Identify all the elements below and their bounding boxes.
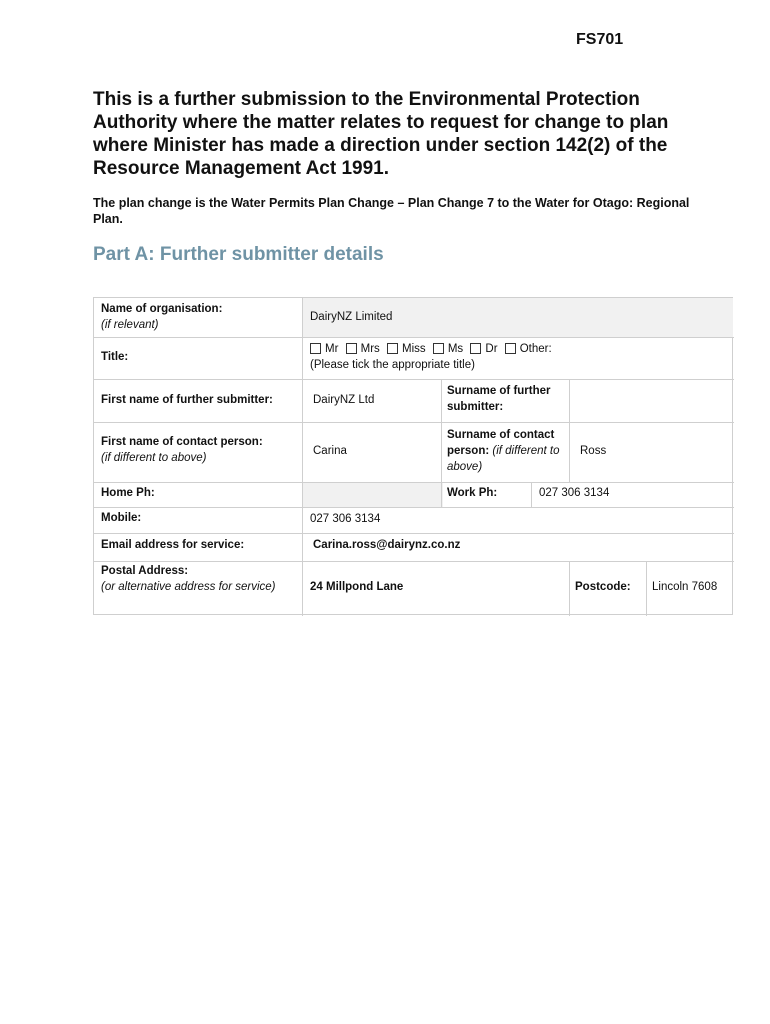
surname-label: Surname of further submitter: — [447, 385, 551, 413]
option-dr-label: Dr — [485, 343, 498, 355]
plan-change-description: The plan change is the Water Permits Plan Change – Plan Change 7 to the Water for Otago: Regional Plan. — [93, 196, 690, 226]
checkbox-ms[interactable] — [433, 343, 444, 354]
option-mrs-label: Mrs — [360, 343, 380, 355]
postal-label-cell — [101, 563, 297, 595]
checkbox-mrs[interactable] — [346, 343, 357, 354]
checkbox-mr[interactable] — [310, 343, 321, 354]
surname-field[interactable] — [576, 392, 726, 408]
home-ph-label: Home Ph: — [101, 487, 155, 499]
checkbox-miss[interactable] — [387, 343, 398, 354]
contact-first-hint: (if different to above) — [101, 452, 207, 464]
option-mr-label: Mr — [325, 343, 339, 355]
option-other-label: Other: — [519, 343, 552, 355]
work-ph-field[interactable]: 027 306 3134 — [539, 487, 610, 499]
org-label: Name of organisation: — [101, 303, 223, 315]
page-title: This is a further submission to the Environmental Protection Authority where the matter relates to request for change to plan where Minister has made a direction under section 142(2) of the Resource Management Act 1991. — [93, 89, 669, 179]
title-options — [310, 341, 730, 373]
mobile-field[interactable]: 027 306 3134 — [310, 513, 381, 525]
section-title: Part A: Further submitter details — [93, 244, 384, 265]
checkbox-dr[interactable] — [470, 343, 481, 354]
title-label: Title: — [101, 351, 129, 363]
postal-address-field[interactable]: 24 Millpond Lane — [310, 581, 404, 593]
postcode-field[interactable]: Lincoln 7608 — [652, 581, 718, 593]
postcode-label: Postcode: — [575, 581, 631, 593]
option-ms-label: Ms — [447, 343, 464, 355]
form-code: FS701 — [576, 31, 624, 48]
email-label: Email address for service: — [101, 539, 245, 551]
postal-label: Postal Address: — [101, 565, 189, 577]
contact-surname-label: Surname of contact person: — [447, 429, 555, 457]
org-hint: (if relevant) — [101, 319, 159, 331]
contact-first-label: First name of contact person: — [101, 436, 263, 448]
org-label-cell — [101, 301, 297, 333]
email-field[interactable]: Carina.ross@dairynz.co.nz — [313, 539, 461, 551]
work-ph-label: Work Ph: — [447, 487, 498, 499]
postal-hint: (or alternative address for service) — [101, 581, 276, 593]
submitter-details-form — [93, 297, 733, 615]
first-name-field[interactable]: DairyNZ Ltd — [313, 394, 375, 406]
checkbox-other[interactable] — [505, 343, 516, 354]
contact-surname-hint: (if different to above) — [447, 445, 560, 473]
contact-first-label-cell — [101, 434, 297, 466]
title-hint: (Please tick the appropriate title) — [310, 359, 475, 371]
option-miss-label: Miss — [402, 343, 426, 355]
contact-surname-field[interactable]: Ross — [580, 445, 607, 457]
first-name-label: First name of further submitter: — [101, 394, 273, 406]
org-field[interactable]: DairyNZ Limited — [310, 311, 393, 323]
home-ph-field[interactable] — [310, 485, 435, 501]
contact-surname-label-cell — [447, 427, 567, 475]
mobile-label: Mobile: — [101, 512, 142, 524]
contact-first-field[interactable]: Carina — [313, 445, 347, 457]
